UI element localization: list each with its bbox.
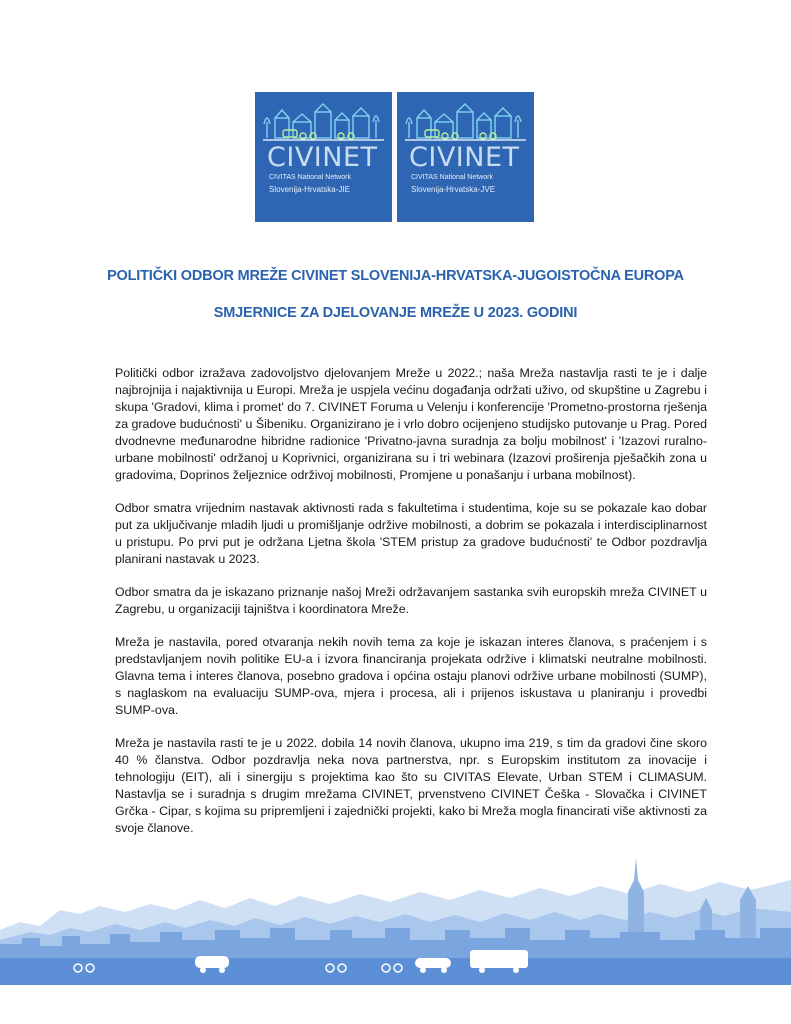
paragraph: Mreža je nastavila rasti te je u 2022. dobila 14 novih članova, ukupno ima 219, s tim da gradovi čine skoro 40 % članstva. Odbor pozdravlja neka nova partnerstva, npr. s Europskim institutom za inovacije i tehnologiju (EIT), ali i sinergiju s projektima kao što su CIVITAS Elevate, Urban STEM i CLIMASUM. Nastavlja se i suradnja s drugim mrežama CIVINET, prvenstveno CIVINET Češka - Slovačka i CIVINET Grčka - Cipar, s kojima su pripremljeni i zajednički projekti, kako bi Mreža mogla financirati više aktivnosti za svoje članove. — [115, 736, 707, 835]
logo-row — [255, 92, 535, 222]
logo-brand: CIVINET — [409, 142, 520, 173]
paragraph: Odbor smatra da je iskazano priznanje našoj Mreži održavanjem sastanka svih europskih mreža CIVINET u Zagrebu, u organizaciji tajništva i koordinatora Mreže. — [115, 585, 707, 616]
document-body — [115, 365, 707, 853]
city-skyline-footer — [0, 840, 791, 985]
city-illustration-icon — [263, 100, 384, 142]
city-illustration-icon — [405, 100, 526, 142]
logo-region: Slovenija-Hrvatska-JVE — [411, 185, 496, 194]
paragraph: Odbor smatra vrijednim nastavak aktivnosti rada s fakultetima i studentima, koje su se pokazale kao dobar put za uključivanje mladih ljudi u promišljanje održive mobilnosti, a dobrim se pokazala i interdisciplinarnost u pristupu. Po prvi put je održana Ljetna škola 'STEM pristup za gradove budućnosti' te Odbor pozdravlja planirani nastavak u 2023. — [115, 501, 707, 566]
paragraph: Politički odbor izražava zadovoljstvo djelovanjem Mreže u 2022.; naša Mreža nastavlja rasti te je i dalje najbrojnija i najaktivnija u Europi. Mreža je uspjela većinu događanja održati uživo, od skupštine u Zagrebu i skupa 'Gradovi, klima i promet' do 7. CIVINET Foruma u Velenju i konferencije 'Prometno-prostorna rješenja za gradove budućnosti' u Šibeniku. Organizirano je i vrlo dobro ocijenjeno studijsko putovanje u Prag. Pored dvodnevne međunarodne hibridne radionice 'Privatno-javna suradnja za bolju mobilnost' i 'Izazovi ruralno-urbane mobilnosti' održanoj u Koprivnici, organizirana su i tri webinara (Izazovi proširenja pješačkih zona u gradovima, Doprinos željeznice održivoj mobilnosti, Promjene u ponašanju i urbana mobilnost). — [115, 366, 707, 482]
civinet-logo-jve — [397, 92, 534, 222]
paragraph: Mreža je nastavila, pored otvaranja nekih novih tema za koje je iskazan interes članova, s praćenjem i s predstavljanjem novih politike EU-a i izvora financiranja projekata održive i klimatski neutralne mobilnosti. Glavna tema i interes članova, posebno gradova i općina ostaju planovi održive urbane mobilnosti (SUMP), s naglaskom na evaluaciju SUMP-ova, mjera i procesa, ali i prijenos iskustava u planiranju i provedbi SUMP-ova. — [115, 635, 707, 717]
logo-network: CIVITAS National Network — [269, 174, 351, 181]
civinet-logo-jie — [255, 92, 392, 222]
logo-brand: CIVINET — [267, 142, 378, 173]
document-subheading: SMJERNICE ZA DJELOVANJE MREŽE U 2023. GODINI — [213, 305, 578, 321]
logo-network: CIVITAS National Network — [411, 174, 493, 181]
logo-region: Slovenija-Hrvatska-JIE — [269, 185, 350, 194]
document-heading: POLITIČKI ODBOR MREŽE CIVINET SLOVENIJA-HRVATSKA-JUGOISTOČNA EUROPA — [107, 268, 684, 284]
